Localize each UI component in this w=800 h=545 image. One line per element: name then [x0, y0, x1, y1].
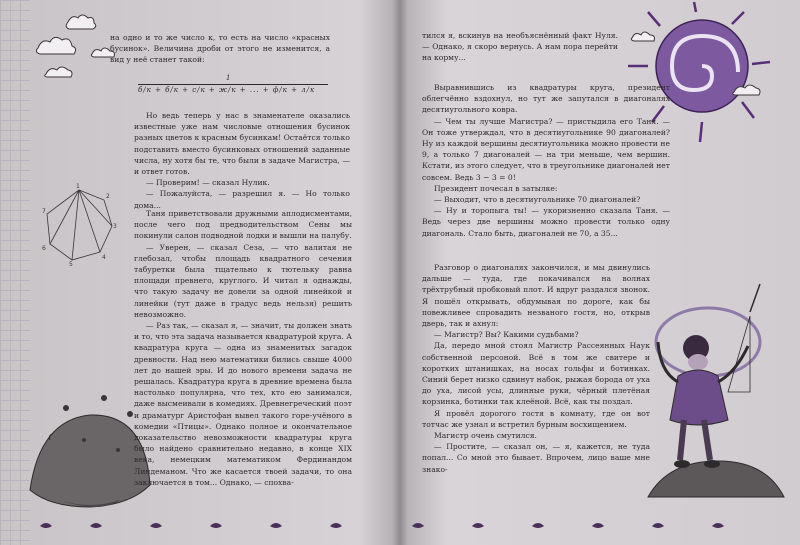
paragraph: — Ну и торопыга ты! — укоризненно сказала Таня. — Ведь через две вершины можно провести только одну диагональ. Стало быть, диагоналей не 70, а 35... [422, 206, 670, 238]
paragraph: Да, передо мной стоял Магистр Рассеянных Наук собственной персоной. Всё в том же свитере и коротких штанишках, на носах гольфы и ботинках. Синий берет низко сдвинут набок, рыжая борода от уха до уха, лисой усы, длинные руки, чёрный плетёная корзинка, ботинки так клеёной. Всё, как ты поздал. [422, 341, 650, 407]
formula-numerator: 1 [226, 74, 231, 82]
svg-text:1: 1 [76, 183, 80, 190]
left-page-text-top [110, 32, 330, 66]
paragraph: — Чем ты лучше Магистра? — пристыдила его Таня. — Он тоже утверждал, что в десятиугольнике 90 диагоналей? Ну из каждой вершины десятиугольника можно провести не 9, а только 7 диагоналей — на три меньше, чем вершин. Кстати, из этого следует, что в треугольнике диагоналей нет совсем. Ведь 3 − 3 = 0! [422, 116, 670, 182]
left-page-text-mid [134, 110, 350, 211]
paragraph: — Простите, — сказал он, — я, кажется, не туда попал... Со мной это бывает. Впрочем, лицо ваше мне знако- [422, 442, 650, 474]
right-page-text-top [422, 30, 618, 64]
fraction-bar [138, 84, 328, 85]
hoop-girl-illustration [638, 282, 788, 507]
paragraph: Я провёл дорогого гостя в комнату, где он вот тотчас же узнал и встретил бурным восхищением. [422, 408, 650, 429]
svg-text:7: 7 [42, 208, 46, 215]
right-page [402, 0, 800, 545]
paragraph: Магистр очень смутился. [434, 431, 537, 441]
formula-denominator: б/к + б/к + с/к + ж/к + ... + ф/к + л/к [138, 86, 316, 94]
paragraph: Выравнившись из квадратуры круга, президент облегчённо вздохнул, но тут же запутался в диагоналях десятиугольного ковра. [422, 83, 670, 115]
svg-text:3: 3 [113, 223, 117, 230]
left-page-text-bottom [134, 208, 352, 488]
paragraph: Но ведь теперь у нас в знаменателе оказались известные уже нам числовые отношения бусинок разных цветов к красным бусинкам! Остаётся только подставить вместо бусинковых отношений заданные числа, ну хотя бы те, что были в задаче Магистра, — и ответ готов. [134, 111, 350, 177]
svg-text:5: 5 [69, 261, 73, 268]
paragraph: — Проверим! — сказал Нулик. [146, 178, 270, 188]
wave-marks [40, 520, 380, 534]
right-page-text-mid [422, 82, 670, 239]
svg-text:6: 6 [42, 245, 46, 252]
paragraph: на одно и то же число к, то есть на число «красных бусинок». Величина дроби от этого не изменится, а вид у неё станет такой: [110, 33, 330, 65]
paragraph: — Выходит, что в десятиугольнике 70 диагоналей? [434, 195, 641, 205]
polygon-diagonals-figure [42, 183, 117, 268]
paragraph: — Магистр? Вы? Какими судьбами? [434, 330, 579, 340]
paragraph: — Пожалуйста, — разрешил я. — Но только дома... [134, 189, 350, 210]
paragraph: Разговор о диагоналях закончился, и мы двинулись дальше — туда, где покачивался на волнах трёхтрубный пробковый плот. И вдруг раздался звонок. Я пошёл открывать, обдумывая по дороге, как бы повежливее спровадить незваного гостя, но, открыв дверь, так и ахнул: [422, 263, 650, 329]
wave-marks [412, 520, 792, 534]
paragraph: тился я, вскинув на необъяснённый факт Нуля. — Однако, я скоро вернусь. А нам пора перейти на корму... [422, 31, 618, 63]
grid-margin [0, 0, 30, 545]
fraction-formula [138, 74, 328, 104]
paragraph: Президент почесал в затылке: [434, 183, 558, 193]
svg-text:2: 2 [106, 193, 110, 200]
left-page [0, 0, 398, 545]
paragraph: — Раз так, — сказал я, — значит, ты должен знать и то, что эта задача называется квадратурой круга. А квадратура круга — одна из знаменитых загадок древности. Над нею математики бились свыше 4000 лет до нашей эры. И до нового времени задача не решалась. Квадратура круга в древние времена была настолько популярна, что тех, кто ею занимался, даже высмеивали в комедиях. Древнегреческий поэт и драматург Аристофан вывел такого горе-учёного в комедии «Птицы». Однако полное и окончательное доказательство невозможности квадратуры круга было найдено сравнительно недавно, в конце XIX века, немецким математиком Фердинандом Линдеманом. Что же касается твоей задачи, то она заключается в том... Однако, — спохва- [134, 321, 352, 487]
right-page-text-bottom [422, 262, 650, 475]
paragraph: Таня приветствовали дружными аплодисментами, после чего под предводительством Сены мы покинули салон подводной лодки и вышли на палубу. [134, 209, 352, 241]
paragraph: — Уверен, — сказал Сеза, — что валитая не глебозал, чтобы площадь квадратного сечения табуретки была тщательно к тютельку равна площади превнего, круглого. И читал я однажды, что такую задачу не довели за одной линейкой и линейки (тут даже в градус ведь нельзя) решить невозможно. [134, 242, 352, 319]
svg-text:4: 4 [102, 254, 106, 261]
